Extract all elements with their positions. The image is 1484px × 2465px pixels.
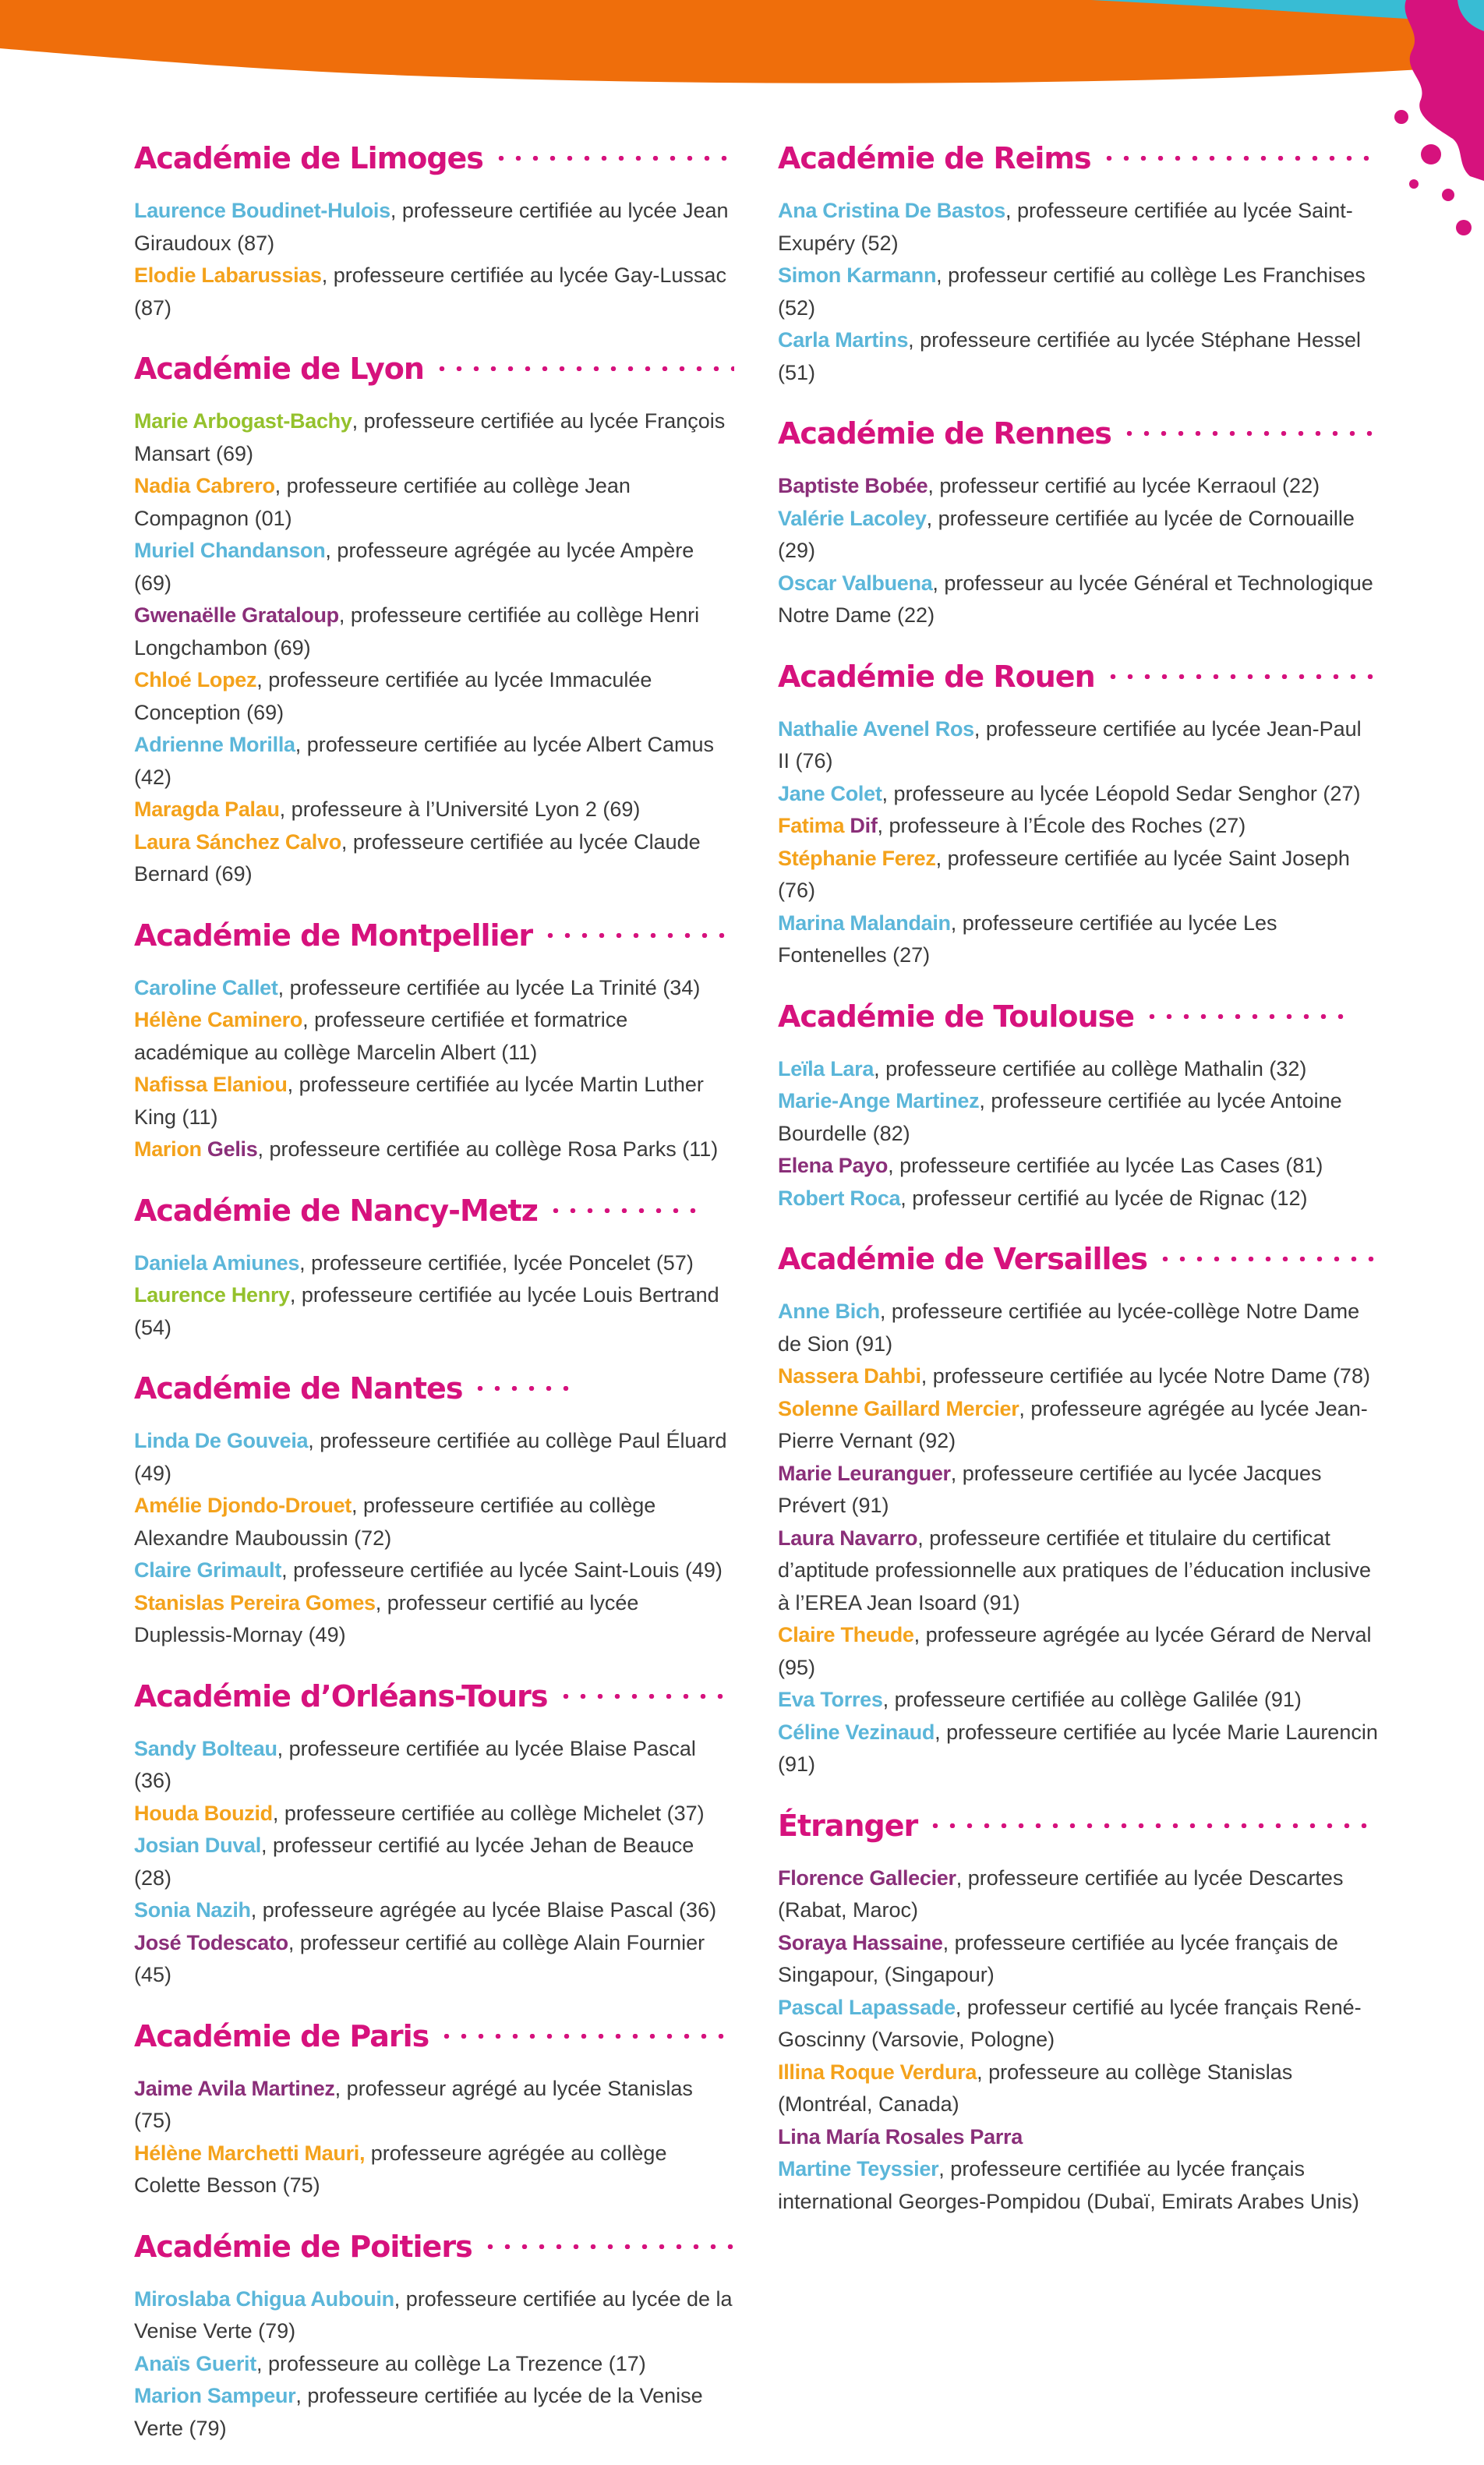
member-name: Anaïs Guerit (134, 2351, 256, 2375)
member-name: Martine Teyssier (778, 2157, 939, 2180)
section-etranger (778, 1802, 1378, 2219)
member-description: , professeure certifiée au lycée Jacques Prévert (91) (778, 1461, 1322, 1517)
section-title: Académie de Versailles (778, 1242, 1147, 1276)
member-description: , professeure certifiée au collège Mathalin (32) (874, 1056, 1307, 1080)
member-entry (778, 1522, 1378, 1620)
member-name: Laurence Henry (134, 1283, 290, 1307)
member-entry (134, 405, 734, 470)
member-name: Robert Roca (778, 1186, 901, 1210)
member-name: Muriel Chandanson (134, 539, 326, 562)
member-description: , professeure certifiée et titulaire du certificat d’aptitude professionnelle aux pratiques de l’éducation inclusive à l’EREA Jean Isoard (91) (778, 1526, 1371, 1614)
member-description: , professeure certifiée au lycée Saint-Exupéry (52) (778, 199, 1353, 255)
member-description: , professeure certifiée au lycée Jean Giraudoux (87) (134, 199, 729, 255)
member-name: Baptiste Bobée (778, 474, 928, 497)
member-description: , professeure à l’École des Roches (27) (877, 814, 1246, 837)
section-title: Académie de Nancy-Metz (134, 1193, 538, 1228)
member-entry (134, 664, 734, 729)
member-name: Marie Arbogast-Bachy (134, 409, 352, 433)
member-name: Daniela Amiunes (134, 1250, 300, 1275)
member-name: Houda Bouzid (134, 1801, 273, 1825)
member-name: Hélène Marchetti Mauri, (134, 2141, 366, 2165)
member-description: , professeur certifié au collège Les Franchises (52) (778, 263, 1366, 320)
member-name: Gwenaëlle Grataloup (134, 603, 339, 627)
member-description: , professeure certifiée au lycée Martin Luther King (11) (134, 1073, 704, 1129)
dotted-leader (433, 366, 734, 371)
member-entry (134, 1927, 734, 1992)
section-title: Étranger (778, 1808, 918, 1843)
member-entry (778, 1053, 1378, 1086)
member-description: , professeure certifiée au lycée François Mansart (69) (134, 409, 726, 465)
section-academie-de-rouen (778, 652, 1378, 972)
member-entry (778, 568, 1378, 632)
member-description: , professeure certifiée au lycée Saint Joseph (76) (778, 846, 1350, 902)
section-academie-de-toulouse (778, 992, 1378, 1215)
member-name: Dif (844, 814, 878, 837)
member-entry (778, 324, 1378, 389)
member-name: Miroslaba Chigua Aubouin (134, 2286, 394, 2311)
member-description: professeure agrégée au collège Colette Besson (75) (134, 2141, 667, 2197)
member-entry (134, 260, 734, 324)
section-heading (778, 409, 1378, 458)
member-description: , professeure certifiée au lycée Les Fontenelles (27) (778, 911, 1277, 967)
member-description: , professeur certifié au collège Alain Fournier (45) (134, 1930, 705, 1986)
member-name: Anne Bich (778, 1300, 880, 1323)
section-heading (778, 1235, 1378, 1283)
member-name: Claire Grimault (134, 1558, 282, 1582)
member-description: , professeure certifiée au collège Jean Compagnon (01) (134, 474, 631, 530)
section-academie-d-orleans-tours (134, 1672, 734, 1992)
section-title: Académie de Limoges (134, 141, 483, 175)
member-name: Marina Malandain (778, 911, 951, 935)
member-entry (134, 826, 734, 891)
member-description: , professeur certifié au lycée Duplessis-Mornay (49) (134, 1590, 639, 1646)
member-entry (134, 1798, 734, 1830)
member-entry (134, 729, 734, 794)
member-entry (134, 470, 734, 535)
member-entry (778, 1619, 1378, 1684)
member-name: Illina Roque Verdura (778, 2060, 977, 2084)
section-title: Académie de Montpellier (134, 918, 533, 953)
member-entry (778, 810, 1378, 843)
header-banner (0, 0, 1484, 101)
section-academie-de-rennes (778, 409, 1378, 632)
member-entry (778, 2057, 1378, 2121)
member-description: , professeur certifié au lycée Jehan de Beauce (28) (134, 1834, 694, 1890)
member-description: , professeur au lycée Général et Technologique Notre Dame (22) (778, 571, 1373, 627)
member-name: Maragda Palau (134, 798, 280, 821)
member-entry (134, 1894, 734, 1927)
section-academie-de-nancy-metz (134, 1187, 734, 1345)
section-academie-de-nantes (134, 1364, 734, 1652)
dotted-leader (1121, 431, 1378, 436)
member-description: , professeur certifié au lycée de Rignac (12) (900, 1186, 1308, 1210)
member-entry (134, 1733, 734, 1798)
member-description: , professeure certifiée au lycée Albert Camus (42) (134, 733, 714, 789)
member-name: Elodie Labarussias (134, 263, 322, 287)
section-heading (134, 1187, 734, 1235)
section-title: Académie de Nantes (134, 1371, 463, 1406)
member-entry (778, 1150, 1378, 1183)
section-academie-de-reims (778, 134, 1378, 389)
member-name: Adrienne Morilla (134, 733, 295, 756)
member-name: Nadia Cabrero (134, 474, 275, 497)
member-name: Laurence Boudinet-Hulois (134, 199, 390, 222)
member-description: , professeure au lycée Léopold Sedar Senghor (27) (882, 781, 1361, 805)
member-name: Lina María Rosales Parra (778, 2124, 1023, 2148)
member-description: , professeure certifiée au collège Rosa Parks (11) (257, 1137, 719, 1161)
member-name: Chloé Lopez (134, 668, 257, 691)
member-description: , professeure certifiée au lycée Saint-Louis (49) (281, 1558, 723, 1582)
member-entry (778, 1684, 1378, 1717)
member-entry (778, 470, 1378, 503)
member-entry (778, 1862, 1378, 1927)
section-heading (134, 345, 734, 393)
member-description: , professeure agrégée au lycée Ampère (69) (134, 539, 694, 595)
member-entry (778, 778, 1378, 811)
member-description: , professeure certifiée au collège Michelet (37) (272, 1801, 705, 1825)
member-entry (134, 1069, 734, 1133)
member-entry (778, 1458, 1378, 1522)
member-name: Simon Karmann (778, 263, 937, 287)
member-entry (134, 1587, 734, 1652)
member-name: Marie-Ange Martinez (778, 1089, 980, 1112)
member-description: , professeure certifiée au lycée de la Venise Verte (79) (134, 2384, 703, 2440)
section-title: Académie de Poitiers (134, 2229, 472, 2264)
member-entry (778, 260, 1378, 324)
member-entry (134, 1554, 734, 1587)
member-name: Marie Leuranguer (778, 1461, 951, 1485)
dotted-leader (542, 933, 734, 938)
member-name: Stéphanie Ferez (778, 846, 936, 870)
member-name: José Todescato (134, 1930, 288, 1954)
section-heading (778, 652, 1378, 701)
member-name: Caroline Callet (134, 975, 278, 999)
member-name: Hélène Caminero (134, 1008, 303, 1031)
member-name: Stanislas Pereira Gomes (134, 1590, 376, 1614)
section-heading (778, 992, 1378, 1041)
member-entry (134, 972, 734, 1005)
section-academie-de-lyon (134, 345, 734, 891)
member-description: , professeure à l’Université Lyon 2 (69) (279, 798, 641, 821)
section-heading (134, 2223, 734, 2271)
dotted-leader (927, 1823, 1373, 1828)
member-entry (778, 1717, 1378, 1781)
member-name: Gelis (201, 1137, 258, 1161)
member-description: , professeure certifiée au lycée Immaculée Conception (69) (134, 668, 652, 724)
dotted-leader (547, 1208, 701, 1213)
section-heading (134, 1364, 734, 1413)
member-entry (134, 195, 734, 260)
member-description: , professeure certifiée au lycée Gay-Lussac (87) (134, 263, 726, 320)
member-description: , professeure agrégée au lycée Gérard de Nerval (95) (778, 1623, 1372, 1679)
dotted-leader (482, 2244, 734, 2249)
section-heading (134, 134, 734, 182)
member-name: Nathalie Avenel Ros (778, 716, 974, 741)
member-entry (134, 2348, 734, 2381)
member-name: Josian Duval (134, 1834, 261, 1857)
member-entry (778, 1992, 1378, 2057)
member-name: Solenne Gaillard Mercier (778, 1396, 1019, 1420)
member-description: , professeure certifiée au lycée Las Cases (81) (888, 1154, 1323, 1177)
section-title: Académie de Toulouse (778, 999, 1134, 1034)
member-entry (134, 1490, 734, 1554)
member-name: Linda De Gouveia (134, 1429, 309, 1452)
member-description: , professeure au collège La Trezence (17) (256, 2351, 646, 2375)
member-name: Leïla Lara (778, 1056, 874, 1080)
dotted-leader (557, 1694, 734, 1699)
member-name: Laura Navarro (778, 1526, 918, 1550)
section-title: Académie de Reims (778, 141, 1091, 175)
member-entry (134, 2138, 734, 2202)
dotted-leader (472, 1386, 574, 1391)
section-title: Académie de Rennes (778, 416, 1111, 451)
member-description: , professeure certifiée au lycée Claude Bernard (69) (134, 829, 701, 886)
member-entry (778, 2153, 1378, 2218)
member-description: , professeure certifiée au lycée de Cornouaille (29) (778, 506, 1355, 562)
member-entry (778, 195, 1378, 260)
section-academie-de-montpellier (134, 911, 734, 1166)
section-academie-de-paris (134, 2012, 734, 2202)
member-entry (778, 1183, 1378, 1215)
member-name: Sonia Nazih (134, 1898, 251, 1922)
section-academie-de-limoges (134, 134, 734, 324)
section-title: Académie d’Orléans-Tours (134, 1678, 548, 1713)
member-name: Jaime Avila Martinez (134, 2076, 335, 2100)
member-description: , professeur agrégé au lycée Stanislas (75) (134, 2076, 693, 2132)
member-description: , professeure certifiée et formatrice académique au collège Marcelin Albert (11) (134, 1008, 628, 1064)
member-name: Marion Sampeur (134, 2384, 296, 2407)
member-description: , professeure certifiée au collège Alexandre Mauboussin (72) (134, 1494, 656, 1550)
member-name: Pascal Lapassade (778, 1995, 956, 2019)
section-heading (134, 1672, 734, 1721)
member-entry (778, 2121, 1378, 2154)
member-entry (134, 599, 734, 664)
member-name: Laura Sánchez Calvo (134, 829, 341, 854)
member-description: , professeure agrégée au lycée Jean-Pierre Vernant (92) (778, 1396, 1368, 1452)
member-entry (134, 1247, 734, 1280)
member-entry (778, 843, 1378, 907)
right-column (778, 134, 1378, 2238)
member-description: , professeure au collège Stanislas (Montréal, Canada) (778, 2060, 1293, 2116)
section-heading (134, 2012, 734, 2060)
member-name: Nassera Dahbi (778, 1364, 921, 1388)
dotted-leader (1143, 1014, 1349, 1019)
member-description: , professeure certifiée au lycée Descartes (Rabat, Maroc) (778, 1866, 1344, 1922)
member-entry (134, 1133, 734, 1166)
section-academie-de-poitiers (134, 2223, 734, 2446)
dotted-leader (1157, 1257, 1378, 1261)
member-description: , professeure certifiée au collège Galilée (91) (882, 1688, 1302, 1711)
member-entry (134, 1425, 734, 1490)
section-heading (778, 134, 1378, 182)
member-description: , professeure certifiée au lycée français international Georges-Pompidou (Dubaï, Emirats Arabes Unis) (778, 2157, 1359, 2213)
member-description: , professeure certifiée au collège Henri Longchambon (69) (134, 603, 700, 660)
member-name: Amélie Djondo-Drouet (134, 1494, 352, 1517)
member-description: , professeure certifiée au lycée Marie Laurencin (91) (778, 1720, 1378, 1776)
member-name: Oscar Valbuena (778, 571, 933, 595)
section-title: Académie de Lyon (134, 352, 424, 386)
member-entry (778, 1296, 1378, 1360)
member-description: , professeure certifiée, lycée Poncelet (57) (299, 1250, 694, 1275)
member-entry (778, 1085, 1378, 1150)
member-description: , professeure certifiée au lycée Blaise Pascal (36) (134, 1736, 696, 1792)
member-entry (778, 907, 1378, 972)
member-description: , professeure certifiée au lycée français de Singapour, (Singapour) (778, 1930, 1338, 1986)
member-description: , professeure certifiée au lycée Notre Dame (78) (920, 1364, 1370, 1388)
member-name: Eva Torres (778, 1688, 883, 1711)
member-description: , professeure certifiée au lycée-collège Notre Dame de Sion (91) (778, 1300, 1360, 1356)
member-entry (134, 2283, 734, 2348)
member-name: Valérie Lacoley (778, 506, 927, 530)
member-description: , professeure certifiée au lycée Antoine Bourdelle (82) (778, 1089, 1342, 1145)
member-description: , professeure certifiée au lycée de la Venise Verte (79) (134, 2286, 733, 2343)
member-description: , professeure certifiée au collège Paul Éluard (49) (134, 1429, 727, 1485)
member-name: Florence Gallecier (778, 1866, 956, 1890)
paint-splash-decoration (1383, 0, 1484, 257)
member-name: Sandy Bolteau (134, 1736, 277, 1760)
member-name: Fatima (778, 814, 845, 837)
member-entry (778, 713, 1378, 778)
member-entry (778, 503, 1378, 568)
member-description: , professeure agrégée au lycée Blaise Pascal (36) (250, 1898, 717, 1922)
member-name: Soraya Hassaine (778, 1930, 943, 1954)
section-academie-de-versailles (778, 1235, 1378, 1781)
member-entry (778, 1927, 1378, 1992)
member-entry (134, 1830, 734, 1894)
member-name: Elena Payo (778, 1154, 889, 1177)
member-entry (134, 794, 734, 826)
member-name: Carla Martins (778, 328, 909, 352)
member-name: Céline Vezinaud (778, 1720, 935, 1744)
dotted-leader (438, 2034, 734, 2039)
member-name: Ana Cristina De Bastos (778, 199, 1005, 222)
member-entry (134, 1279, 734, 1344)
dotted-leader (1101, 156, 1378, 161)
member-description: , professeure certifiée au lycée Stéphane Hessel (51) (778, 328, 1362, 384)
section-heading (778, 1802, 1378, 1850)
member-description: , professeure certifiée au lycée La Trinité (34) (277, 975, 701, 999)
member-entry (778, 1360, 1378, 1393)
member-name: Claire Theude (778, 1623, 914, 1646)
member-description: , professeure certifiée au lycée Louis Bertrand (54) (134, 1283, 719, 1339)
member-entry (134, 1004, 734, 1069)
member-description: , professeur certifié au lycée Kerraoul (22) (928, 474, 1320, 497)
dotted-leader (493, 156, 734, 161)
section-title: Académie de Rouen (778, 659, 1095, 694)
member-entry (778, 1393, 1378, 1458)
section-heading (134, 911, 734, 960)
left-column (134, 134, 734, 2465)
member-entry (134, 2380, 734, 2445)
member-entry (134, 535, 734, 599)
member-name: Nafissa Elaniou (134, 1073, 288, 1096)
member-description: , professeure certifiée au lycée Jean-Paul II (76) (778, 716, 1362, 773)
member-description: , professeur certifié au lycée français René-Goscinny (Varsovie, Pologne) (778, 1995, 1362, 2051)
dotted-leader (1104, 674, 1378, 679)
member-name: Marion (134, 1137, 202, 1161)
section-title: Académie de Paris (134, 2018, 429, 2053)
member-entry (134, 2073, 734, 2138)
member-name: Jane Colet (778, 781, 882, 805)
